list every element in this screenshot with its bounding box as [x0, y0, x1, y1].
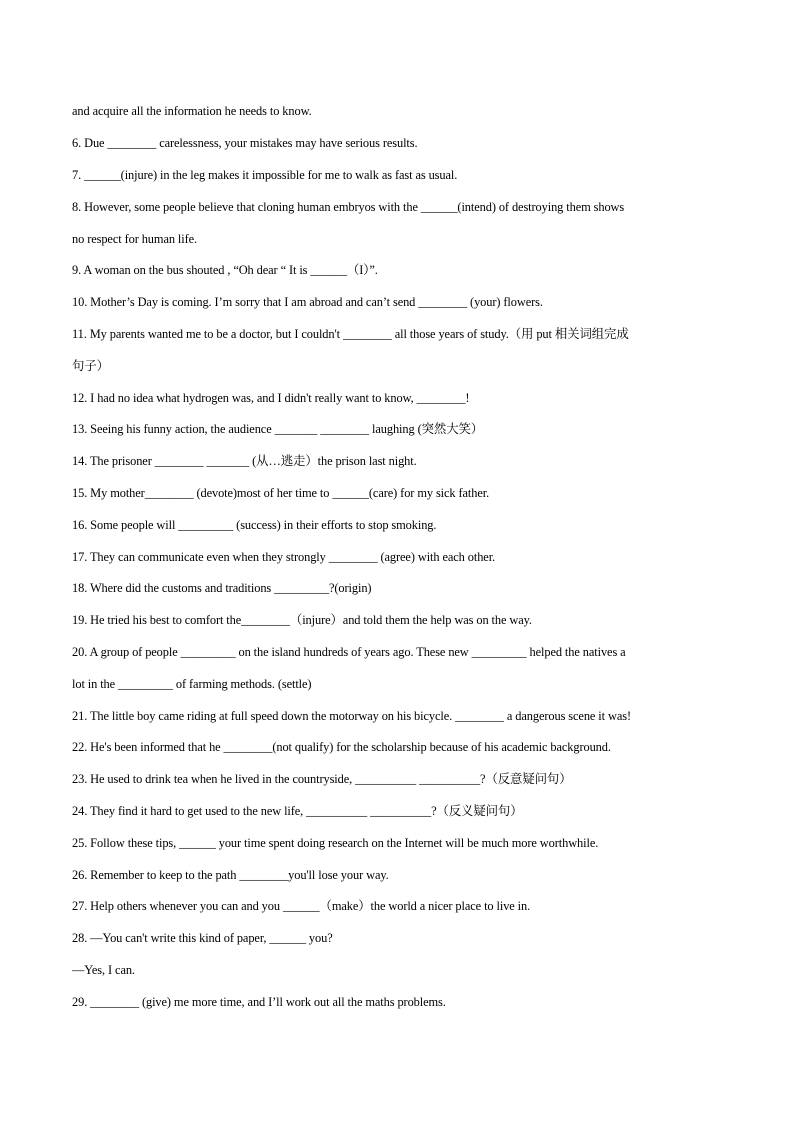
- question-11: 11. My parents wanted me to be a doctor, but I couldn't ________ all those years of study.（用 put 相关词组完成: [72, 327, 629, 341]
- question-21: 21. The little boy came riding at full speed down the motorway on his bicycle. ________ a dangerous scene it was!: [72, 709, 631, 723]
- question-24: 24. They find it hard to get used to the new life, __________ __________?（反义疑问句）: [72, 804, 523, 818]
- question-10: 10. Mother’s Day is coming. I’m sorry that I am abroad and can’t send ________ (your) flowers.: [72, 295, 543, 309]
- question-6: 6. Due ________ carelessness, your mistakes may have serious results.: [72, 136, 418, 150]
- text-line-continuation: and acquire all the information he needs to know.: [72, 104, 312, 118]
- question-12: 12. I had no idea what hydrogen was, and I didn't really want to know, ________!: [72, 391, 470, 405]
- question-26: 26. Remember to keep to the path ________you'll lose your way.: [72, 868, 389, 882]
- question-20: 20. A group of people _________ on the island hundreds of years ago. These new _________ helped the natives a: [72, 645, 626, 659]
- question-22: 22. He's been informed that he ________(not qualify) for the scholarship because of his academic background.: [72, 740, 611, 754]
- question-28: 28. —You can't write this kind of paper, ______ you?: [72, 931, 333, 945]
- question-14: 14. The prisoner ________ _______ (从…逃走）the prison last night.: [72, 454, 417, 468]
- question-8: 8. However, some people believe that cloning human embryos with the ______(intend) of destroying them shows: [72, 200, 625, 214]
- question-25: 25. Follow these tips, ______ your time spent doing research on the Internet will be much more worthwhile.: [72, 836, 599, 850]
- question-20-continued: lot in the _________ of farming methods. (settle): [72, 677, 312, 691]
- question-15: 15. My mother________ (devote)most of her time to ______(care) for my sick father.: [72, 486, 490, 500]
- question-8-continued: no respect for human life.: [72, 232, 198, 246]
- question-27: 27. Help others whenever you can and you ______（make）the world a nicer place to live in.: [72, 899, 531, 913]
- question-19: 19. He tried his best to comfort the________（injure）and told them the help was on the way.: [72, 613, 532, 627]
- question-17: 17. They can communicate even when they strongly ________ (agree) with each other.: [72, 550, 496, 564]
- question-23: 23. He used to drink tea when he lived in the countryside, __________ __________?（反意疑问句）: [72, 772, 572, 786]
- question-13: 13. Seeing his funny action, the audience _______ ________ laughing (突然大笑）: [72, 422, 484, 436]
- question-9: 9. A woman on the bus shouted , “Oh dear “ It is ______（I）”.: [72, 263, 378, 277]
- question-16: 16. Some people will _________ (success) in their efforts to stop smoking.: [72, 518, 437, 532]
- question-28-answer: —Yes, I can.: [72, 963, 135, 977]
- question-29: 29. ________ (give) me more time, and I’ll work out all the maths problems.: [72, 995, 446, 1009]
- question-11-continued: 句子）: [72, 359, 109, 373]
- question-7: 7. ______(injure) in the leg makes it impossible for me to walk as fast as usual.: [72, 168, 458, 182]
- question-18: 18. Where did the customs and traditions _________?(origin): [72, 581, 372, 595]
